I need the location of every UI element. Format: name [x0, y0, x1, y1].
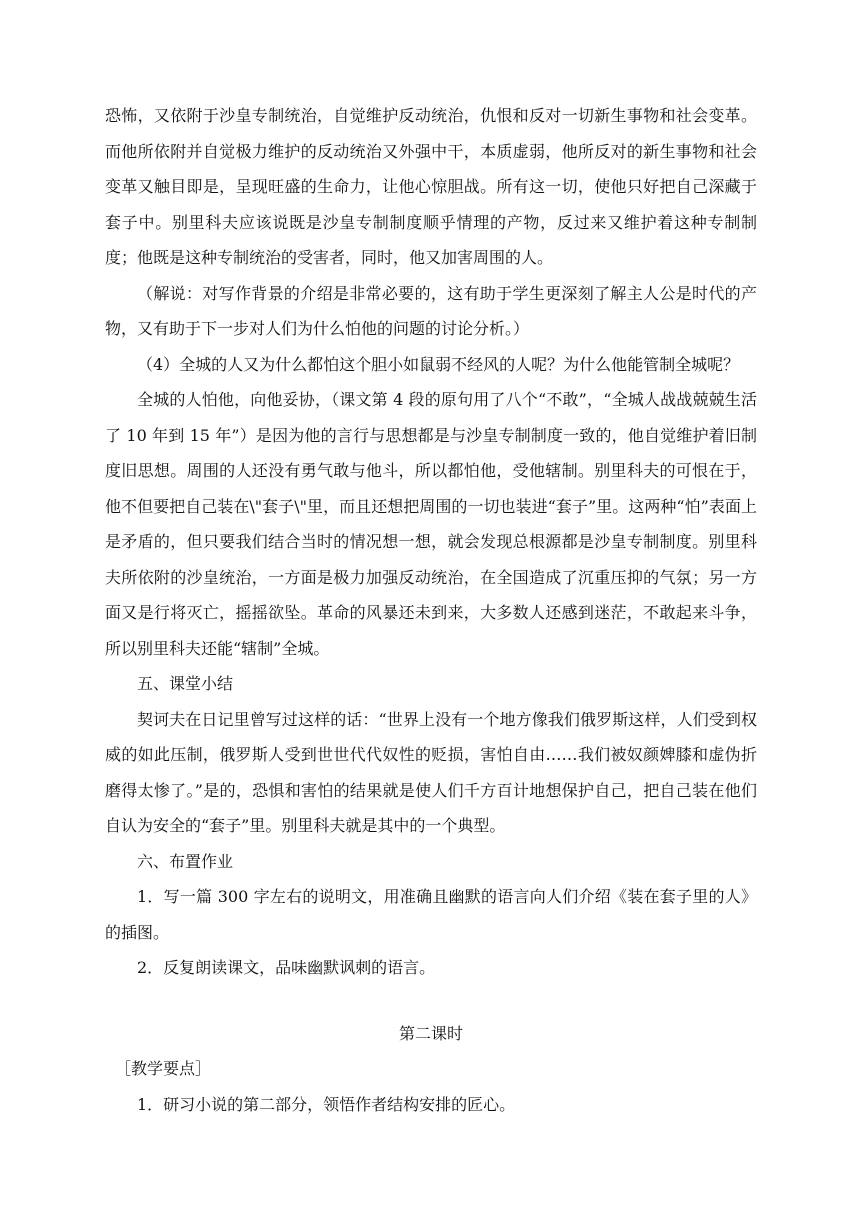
paragraph-summary: 契诃夫在日记里曾写过这样的话：“世界上没有一个地方像我们俄罗斯这样，人们受到权威的如此压制，俄罗斯人受到世世代代奴性的贬损，害怕自由……我们被奴颜婢膝和虚伪折磨得太惨了。”是的，恐惧和害怕的结果就是使人们千方百计地想保护自己，把自己装在他们自认为安全的“套子”里。别里科夫就是其中的一个典型。 — [105, 709, 757, 835]
section-heading-homework: 六、布置作业 — [137, 851, 234, 871]
teaching-point-1: 1．研习小说的第二部分，领悟作者结构安排的匠心。 — [137, 1094, 516, 1114]
section-heading-summary: 五、课堂小结 — [137, 674, 234, 693]
homework-item-1: 1．写一篇 300 字左右的说明文，用准确且幽默的语言向人们介绍《装在套子里的人》的插图。 — [105, 887, 757, 942]
paragraph-commentary: （解说：对写作背景的介绍是非常必要的，这有助于学生更深刻了解主人公是时代的产物，又有助于下一步对人们为什么怕他的问题的讨论分析。） — [105, 283, 757, 338]
lesson-title: 第二课时 — [398, 1023, 463, 1043]
homework-item-2: 2．反复朗读课文，品味幽默讽刺的语言。 — [137, 958, 436, 977]
paragraph-answer-4: 全城的人怕他，向他妥协，（课文第 4 段的原句用了八个“不敢”，“全城人战战兢兢生活了 10 年到 15 年”）是因为他的言行与思想都是与沙皇专制制度一致的，他自觉维护着旧制度旧思想。周围的人还没有勇气敢与他斗，所以都怕他，受他辖制。别里科夫的可恨在于，他不但要把自己装在\"套子\"里，而且还想把周围的一切也装进“套子”里。这两种“怕”表面上是矛盾的，但只要我们结合当时的情况想一想，就会发现总根源都是沙皇专制制度。别里科夫所依附的沙皇统治，一方面是极力加强反动统治，在全国造成了沉重压抑的气氛；另一方面又是行将灭亡，摇摇欲坠。革命的风暴还未到来，大多数人还感到迷茫，不敢起来斗争，所以别里科夫还能“辖制”全城。 — [105, 390, 757, 658]
paragraph-continuation: 恐怖，又依附于沙皇专制统治，自觉维护反动统治，仇恨和反对一切新生事物和社会变革。而他所依附并自觉极力维护的反动统治又外强中干，本质虚弱，他所反对的新生事物和社会变革又触目即是，呈现旺盛的生命力，让他心惊胆战。所有这一切，使他只好把自己深藏于套子中。别里科夫应该说既是沙皇专制制度顺乎情理的产物，反过来又维护着这种专制制度；他既是这种专制统治的受害者，同时，他又加害周围的人。 — [105, 106, 757, 267]
paragraph-question-4: （4）全城的人又为什么都怕这个胆小如鼠弱不经风的人呢？为什么他能管制全城呢？ — [137, 354, 740, 374]
spacer — [105, 986, 757, 1016]
teaching-points-heading: ［教学要点］ — [115, 1059, 212, 1078]
document-body — [105, 98, 757, 1122]
